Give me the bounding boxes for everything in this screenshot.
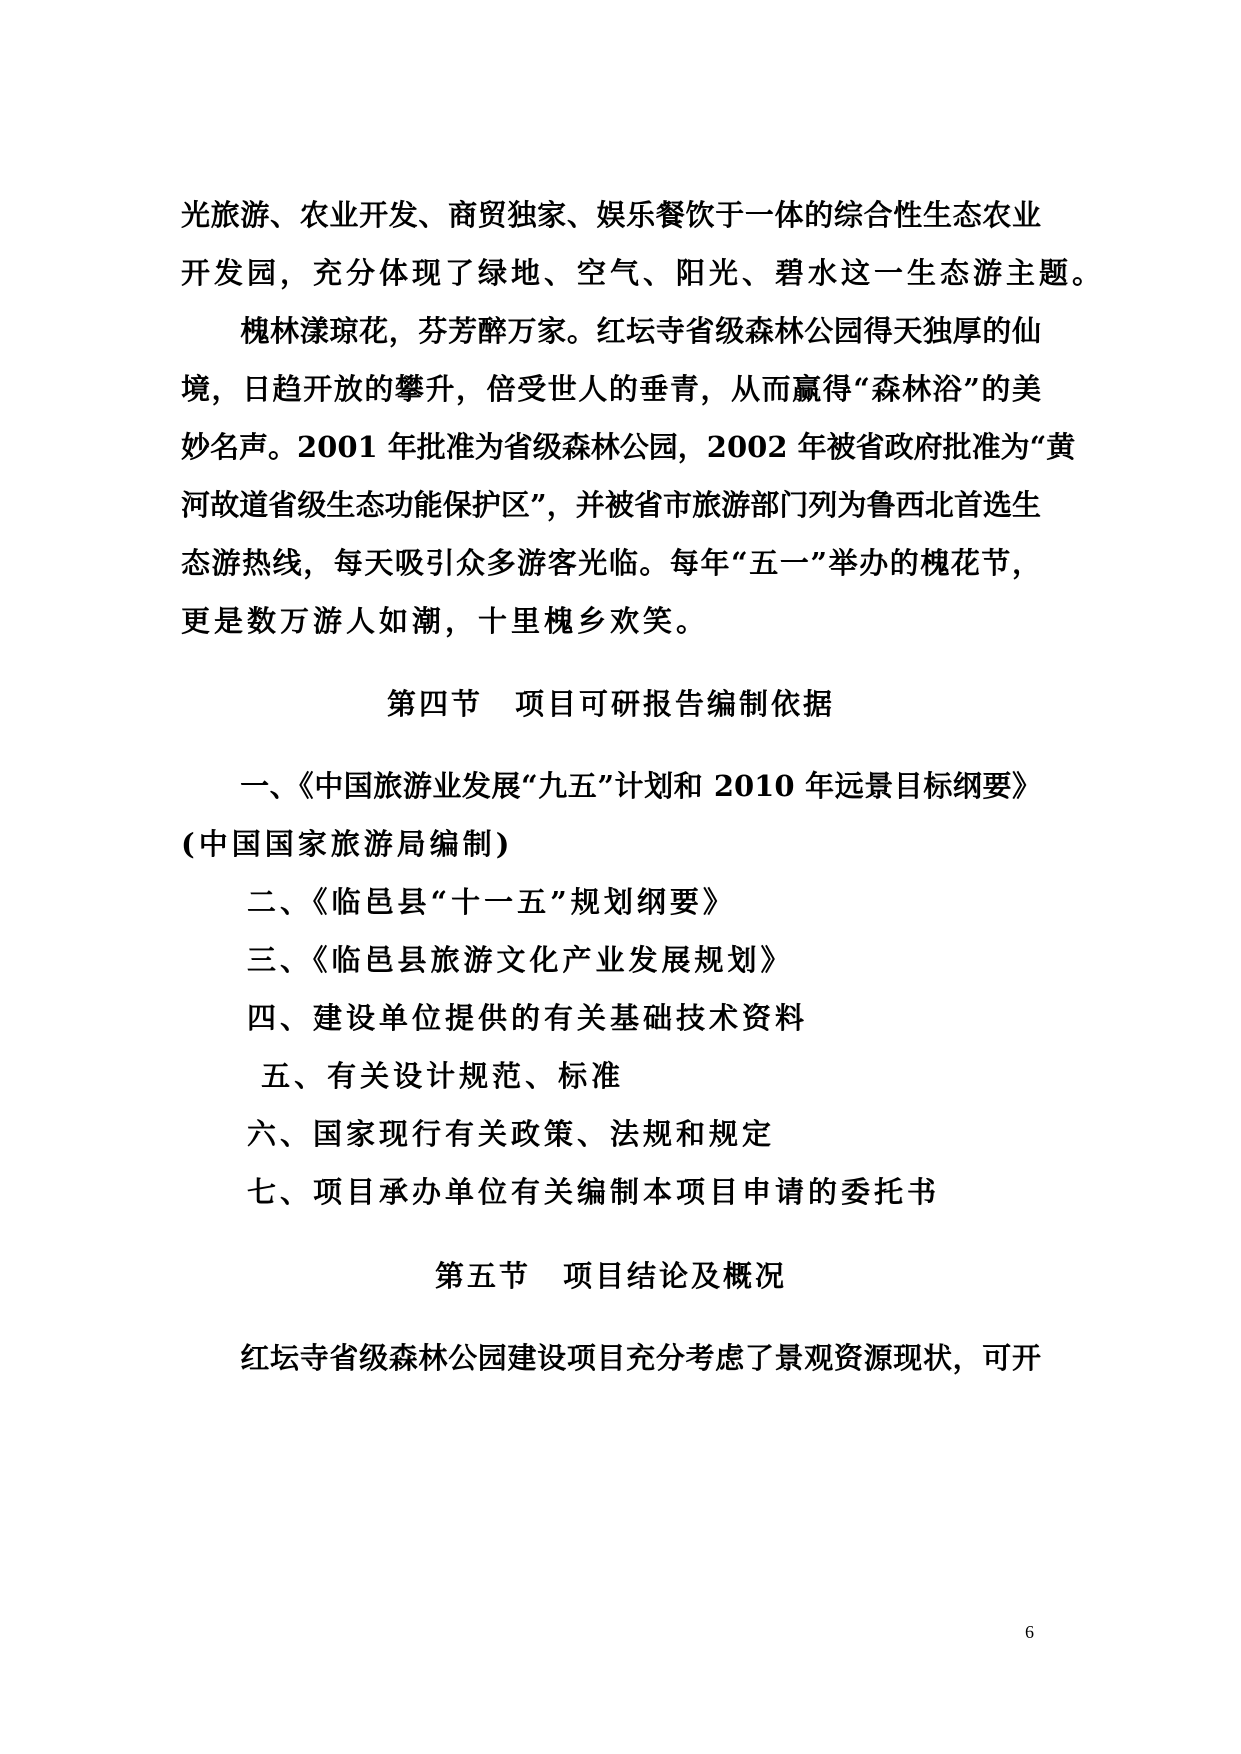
paragraph-2-line-5: 态游热线，每天吸引众多游客光临。每年“五一”举办的槐花节， — [181, 546, 1041, 580]
page-number: 6 — [1025, 1622, 1034, 1642]
paragraph-2-line-2: 境，日趋开放的攀升，倍受世人的垂青，从而赢得“森林浴”的美 — [181, 372, 1041, 406]
paragraph-1-line-1: 光旅游、农业开发、商贸独家、娱乐餐饮于一体的综合性生态农业 — [181, 198, 1041, 232]
paragraph-2-line-1: 槐林漾琼花，芬芳醉万家。红坛寺省级森林公园得天独厚的仙 — [181, 314, 1041, 348]
section-4-item-5: 五、有关设计规范、标准 — [181, 1059, 625, 1093]
section-4-item-2: 二、《临邑县“十一五”规划纲要》 — [181, 885, 736, 919]
section-4-heading: 第四节 项目可研报告编制依据 — [386, 687, 835, 721]
section-4-item-1: 一、《中国旅游业发展“九五”计划和 2010 年远景目标纲要》 — [181, 769, 1041, 803]
paragraph-2-line-4: 河故道省级生态功能保护区”，并被省市旅游部门列为鲁西北首选生 — [181, 488, 1041, 522]
section-4-item-3: 三、《临邑县旅游文化产业发展规划》 — [181, 943, 794, 977]
paragraph-1-line-2: 开发园，充分体现了绿地、空气、阳光、碧水这一生态游主题。 — [181, 256, 1106, 290]
section-4-item-4: 四、建设单位提供的有关基础技术资料 — [181, 1001, 809, 1035]
section-5-line-1: 红坛寺省级森林公园建设项目充分考虑了景观资源现状，可开 — [181, 1341, 1041, 1375]
paragraph-2-line-6: 更是数万游人如潮，十里槐乡欢笑。 — [181, 604, 710, 638]
section-4-item-1-continued: (中国国家旅游局编制) — [181, 827, 514, 861]
paragraph-2-line-3: 妙名声。2001 年批准为省级森林公园，2002 年被省政府批准为“黄 — [181, 430, 1076, 464]
section-4-item-6: 六、国家现行有关政策、法规和规定 — [181, 1117, 776, 1151]
section-4-item-7: 七、项目承办单位有关编制本项目申请的委托书 — [181, 1175, 941, 1209]
section-5-heading: 第五节 项目结论及概况 — [434, 1259, 787, 1293]
